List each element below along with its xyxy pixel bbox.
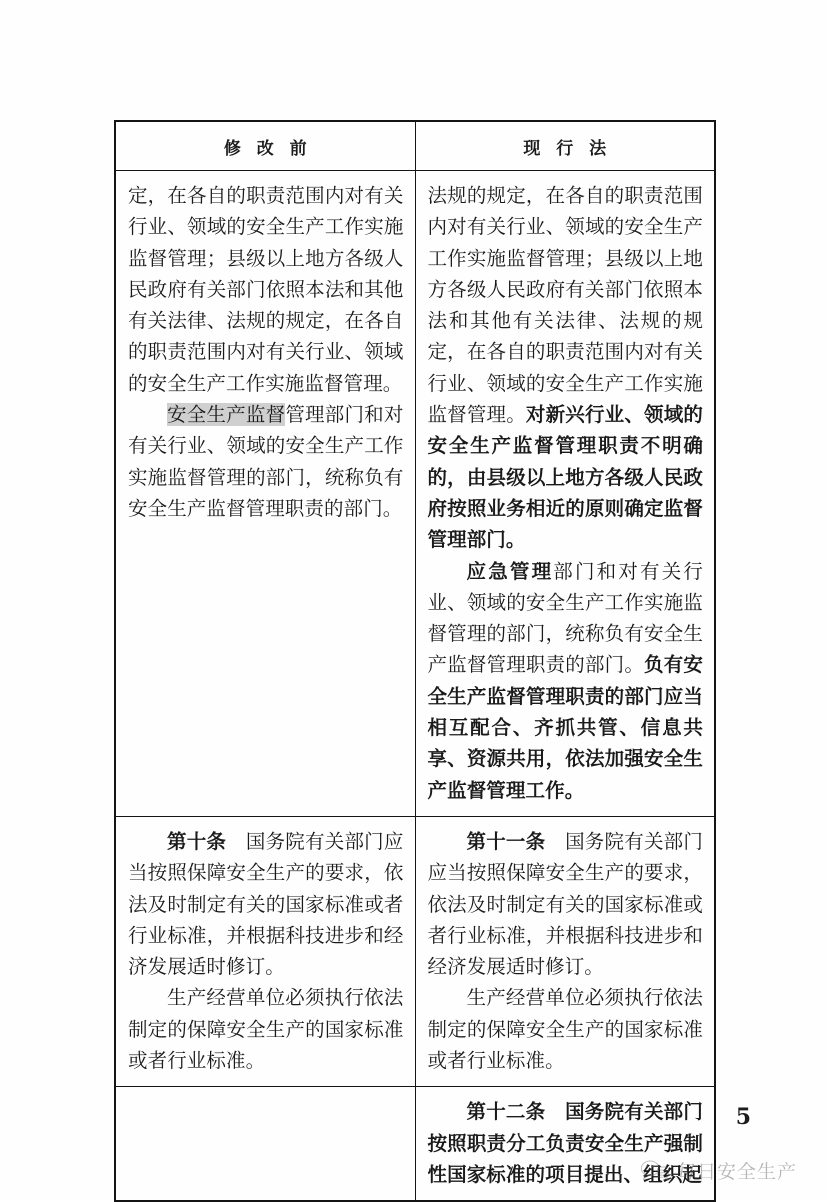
- cell-content: [116, 171, 415, 534]
- wechat-icon: [640, 1158, 670, 1184]
- table-header: [115, 121, 715, 171]
- column-header-before-amendment: 修 改 前: [115, 121, 415, 171]
- watermark-text: 每日安全生产: [676, 1161, 797, 1183]
- body-text: 法规的规定，在各自的职责范围内对有关行业、领域的安全生产工作实施监督管理；县级以上地方各级人民政府有关部门依照本法和其他有关法律、法规的规定，在各自的职责范围内对有关行业、领域的安全生产工作实施监督管理。: [427, 184, 703, 427]
- cell-content: [116, 1087, 415, 1106]
- watermark: [640, 1157, 797, 1184]
- cell-before-amendment: [115, 171, 415, 817]
- table-body: [115, 171, 715, 1202]
- cell-before-amendment: [115, 816, 415, 1086]
- paragraph: [128, 982, 404, 1076]
- cell-before-amendment: [115, 1087, 415, 1201]
- body-text: 生产经营单位必须执行依法制定的保障安全生产的国家标准或者行业标准。: [128, 986, 404, 1073]
- emphasis-text: 应急管理: [466, 559, 554, 583]
- paragraph: [428, 556, 704, 806]
- table-row: [115, 1087, 715, 1201]
- emphasis-text: 国务院有关部门按照职责分工负责安全生产强制性国家标准的项目提出、组织起: [427, 1100, 703, 1186]
- paragraph: [428, 982, 704, 1076]
- cell-current-law: [415, 171, 715, 817]
- emphasis-text: 负有安全生产监督管理职责的部门应当相互配合、齐抓共管、信息共享、资源共用，依法加强安全生产监督管理工作。: [427, 653, 703, 802]
- column-header-current-law: 现 行 法: [415, 121, 715, 171]
- cell-current-law: [415, 1087, 715, 1201]
- body-text: 管理部门和对有关行业、领域的安全生产工作实施监督管理的部门，统称负有安全生产监督管理职责的部门。: [128, 403, 404, 520]
- emphasis-text: 第十条: [167, 829, 227, 853]
- table-header-row: [115, 121, 715, 171]
- emphasis-text: 第十一条: [466, 829, 546, 853]
- paragraph: [428, 826, 704, 982]
- cell-content: [116, 817, 415, 1086]
- body-text: 部门和对有关行业、领域的安全生产工作实施监督管理的部门，统称负有安全生产监督管理职责的部门。: [427, 559, 704, 677]
- highlighted-text: 安全生产监督: [167, 403, 286, 427]
- body-text: 生产经营单位必须执行依法制定的保障安全生产的国家标准或者行业标准。: [427, 986, 703, 1073]
- cell-content: [416, 171, 715, 816]
- table-row: [115, 816, 715, 1086]
- paragraph: [128, 180, 404, 399]
- law-comparison-table: [114, 120, 716, 1202]
- cell-current-law: [415, 816, 715, 1086]
- table-row: [115, 171, 715, 817]
- page-number: 5: [735, 1104, 751, 1130]
- emphasis-text: 对新兴行业、领域的安全生产监督管理职责不明确的，由县级以上地方各级人民政府按照业务相近的原则确定监督管理部门。: [427, 403, 703, 552]
- body-text: 定，在各自的职责范围内对有关行业、领域的安全生产工作实施监督管理；县级以上地方各级人民政府有关部门依照本法和其他有关法律、法规的规定，在各自的职责范围内对有关行业、领域的安全生产工作实施监督管理。: [128, 184, 404, 395]
- cell-content: [416, 817, 715, 1086]
- paragraph: [128, 399, 404, 524]
- body-text: 国务院有关部门应当按照保障安全生产的要求，依法及时制定有关的国家标准或者行业标准，并根据科技进步和经济发展适时修订。: [128, 829, 404, 979]
- body-text: 国务院有关部门应当按照保障安全生产的要求，依法及时制定有关的国家标准或者行业标准，并根据科技进步和经济发展适时修订。: [427, 829, 703, 979]
- paragraph: [128, 826, 404, 982]
- paragraph: [428, 180, 704, 556]
- emphasis-text: 第十二条: [466, 1100, 546, 1124]
